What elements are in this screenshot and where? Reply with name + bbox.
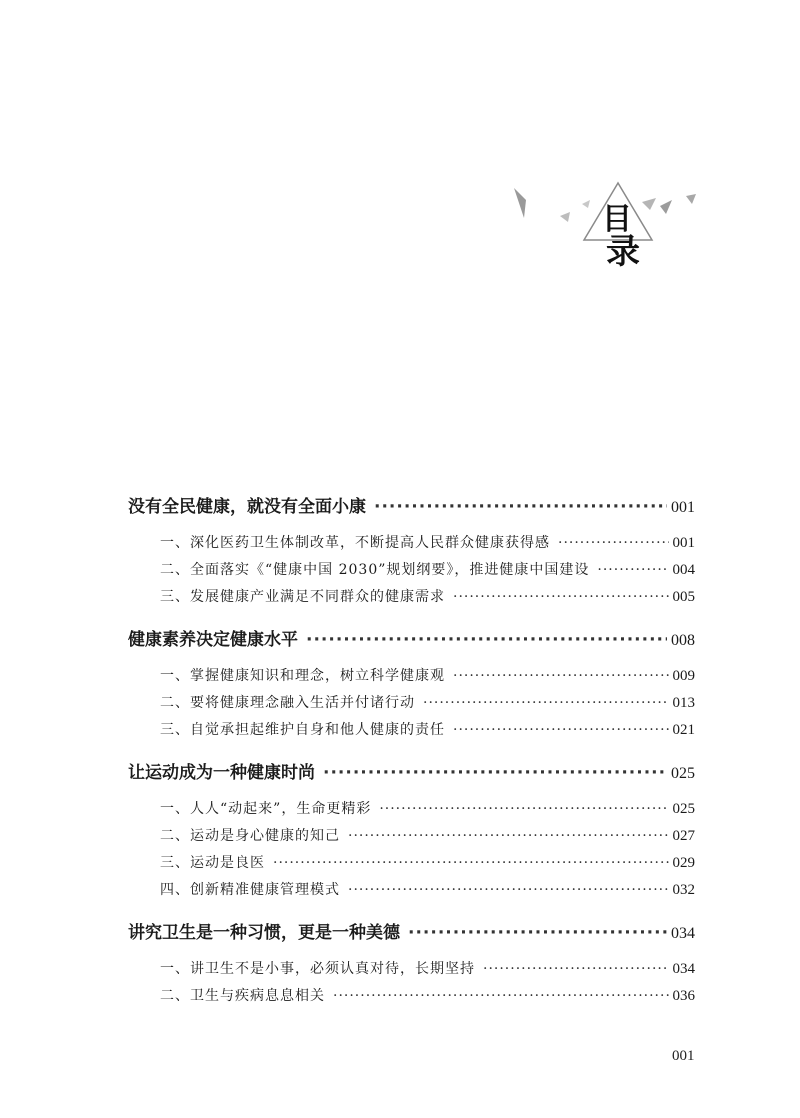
toc-chapter-1 <box>128 492 695 625</box>
toc-section-row[interactable] <box>160 559 695 586</box>
leader-dots <box>323 763 667 783</box>
section-page: 034 <box>672 961 695 977</box>
table-of-contents <box>128 492 695 1024</box>
toc-section-row[interactable] <box>160 852 695 879</box>
toc-chapter-row[interactable] <box>128 918 695 948</box>
section-list <box>128 788 695 918</box>
section-page: 005 <box>672 589 695 605</box>
leader-dots <box>374 497 667 517</box>
shard-left-large <box>514 188 526 218</box>
leader-dots <box>306 630 667 650</box>
toc-chapter-4 <box>128 918 695 1024</box>
shard-right-3 <box>686 194 696 204</box>
toc-section-row[interactable] <box>160 665 695 692</box>
section-page: 004 <box>672 562 695 578</box>
section-page: 013 <box>672 695 695 711</box>
chapter-page: 025 <box>671 765 695 782</box>
contents-heading-top: 目 <box>602 202 632 237</box>
chapter-title: 健康素养决定健康水平 <box>128 630 298 650</box>
section-page: 021 <box>672 722 695 738</box>
section-page: 036 <box>672 988 695 1004</box>
chapter-title: 让运动成为一种健康时尚 <box>128 763 315 783</box>
section-title: 三、运动是良医 <box>160 855 265 871</box>
section-title: 一、深化医药卫生体制改革，不断提高人民群众健康获得感 <box>160 535 550 551</box>
leader-dots <box>453 589 669 605</box>
leader-dots <box>348 828 669 844</box>
section-page: 009 <box>672 668 695 684</box>
chapter-title: 讲究卫生是一种习惯，更是一种美德 <box>128 923 400 943</box>
section-page: 025 <box>672 801 695 817</box>
leader-dots <box>453 668 669 684</box>
leader-dots <box>408 923 667 943</box>
section-title: 一、掌握健康知识和理念，树立科学健康观 <box>160 668 445 684</box>
toc-section-row[interactable] <box>160 879 695 906</box>
shard-left-small <box>560 212 570 222</box>
section-title: 三、发展健康产业满足不同群众的健康需求 <box>160 589 445 605</box>
section-title: 二、卫生与疾病息息相关 <box>160 988 325 1004</box>
section-page: 032 <box>672 882 695 898</box>
leader-dots <box>273 855 669 871</box>
toc-section-row[interactable] <box>160 798 695 825</box>
toc-section-row[interactable] <box>160 586 695 613</box>
section-title: 二、运动是身心健康的知己 <box>160 828 340 844</box>
toc-chapter-2 <box>128 625 695 758</box>
toc-section-row[interactable] <box>160 719 695 746</box>
toc-section-row[interactable] <box>160 958 695 985</box>
toc-section-row[interactable] <box>160 692 695 719</box>
toc-section-row[interactable] <box>160 532 695 559</box>
section-page: 027 <box>672 828 695 844</box>
toc-chapter-row[interactable] <box>128 758 695 788</box>
leader-dots <box>453 722 669 738</box>
section-title: 二、要将健康理念融入生活并付诸行动 <box>160 695 415 711</box>
chapter-title: 没有全民健康，就没有全面小康 <box>128 497 366 517</box>
leader-dots <box>558 535 669 551</box>
section-title: 三、自觉承担起维护自身和他人健康的责任 <box>160 722 445 738</box>
shard-right-2 <box>660 200 672 214</box>
leader-dots <box>379 801 668 817</box>
leader-dots <box>597 562 668 578</box>
shard-right-1 <box>642 198 656 210</box>
leader-dots <box>348 882 669 898</box>
toc-chapter-row[interactable] <box>128 625 695 655</box>
section-title: 一、人人“动起来”，生命更精彩 <box>160 801 372 817</box>
section-title: 二、全面落实《“健康中国 2030”规划纲要》，推进健康中国建设 <box>160 562 590 578</box>
leader-dots <box>333 988 669 1004</box>
toc-chapter-3 <box>128 758 695 918</box>
section-title: 一、讲卫生不是小事，必须认真对待，长期坚持 <box>160 961 475 977</box>
toc-chapter-row[interactable] <box>128 492 695 522</box>
toc-section-row[interactable] <box>160 825 695 852</box>
section-page: 001 <box>672 535 695 551</box>
leader-dots <box>483 961 669 977</box>
page-number: 001 <box>672 1048 695 1064</box>
toc-section-row[interactable] <box>160 985 695 1012</box>
section-list <box>128 655 695 758</box>
section-list <box>128 522 695 625</box>
section-page: 029 <box>672 855 695 871</box>
shard-left-tiny <box>582 200 590 208</box>
leader-dots <box>423 695 669 711</box>
chapter-page: 034 <box>671 925 695 942</box>
chapter-page: 008 <box>671 632 695 649</box>
section-title: 四、创新精准健康管理模式 <box>160 882 340 898</box>
contents-heading-bottom: 录 <box>606 232 640 272</box>
section-list <box>128 948 695 1024</box>
chapter-page: 001 <box>671 499 695 516</box>
